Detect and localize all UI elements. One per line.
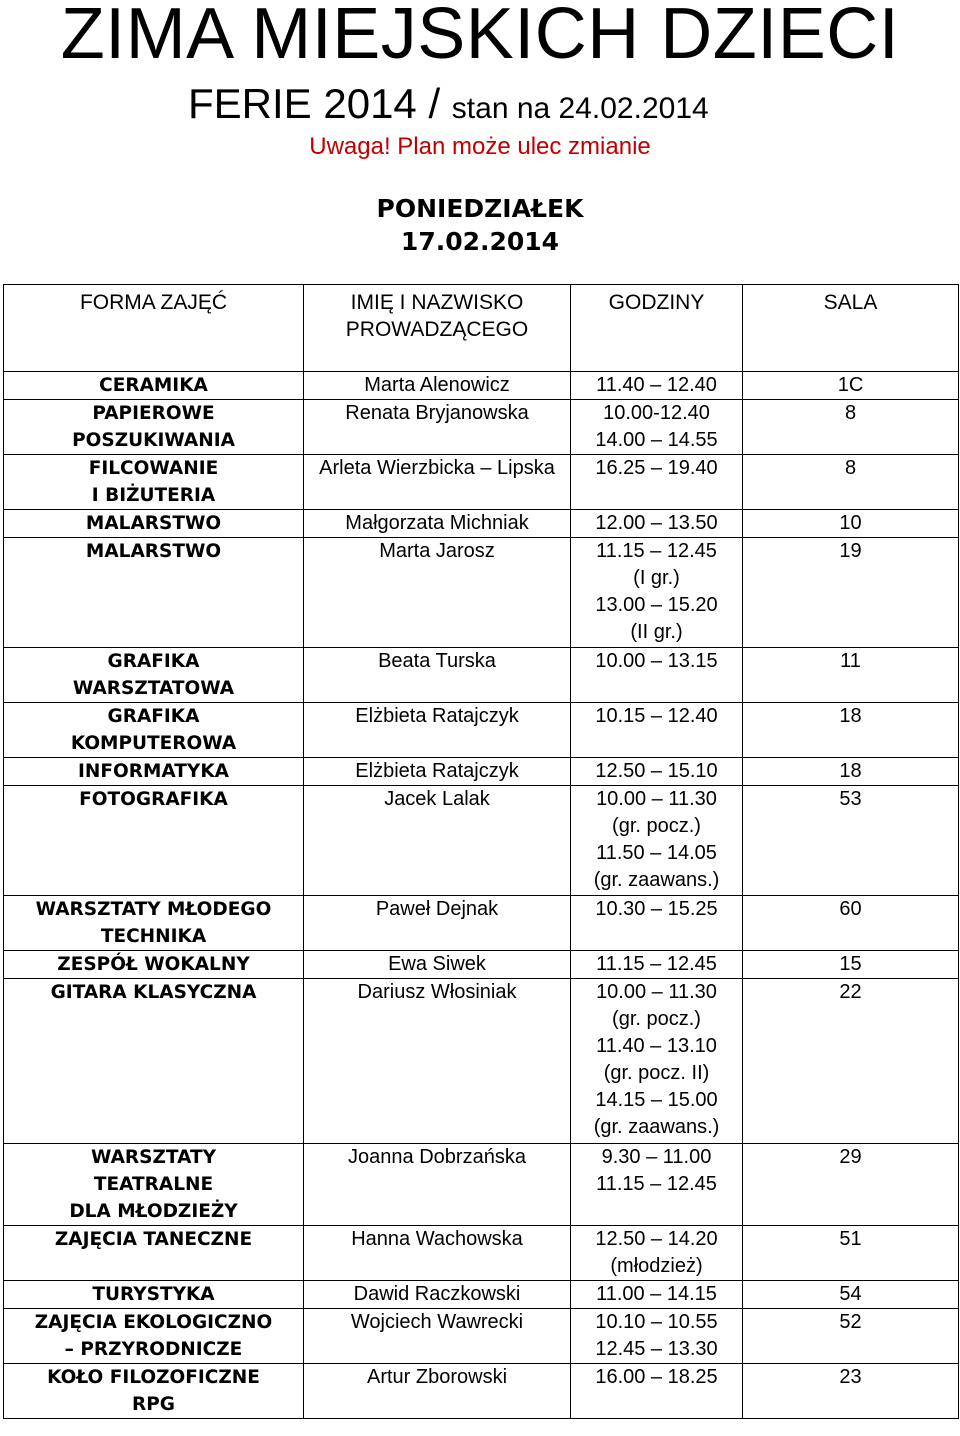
cell-teacher: Elżbieta Ratajczyk	[304, 703, 571, 758]
cell-teacher: Marta Alenowicz	[304, 372, 571, 400]
day-heading	[340, 192, 620, 258]
cell-teacher: Dariusz Włosiniak	[304, 979, 571, 1144]
table-row	[4, 455, 959, 510]
cell-form: INFORMATYKA	[4, 758, 304, 786]
table-row	[4, 538, 959, 648]
cell-hours: 16.25 – 19.40	[571, 455, 743, 510]
cell-room: 15	[743, 951, 959, 979]
cell-form: CERAMIKA	[4, 372, 304, 400]
cell-room: 53	[743, 786, 959, 896]
cell-room: 29	[743, 1144, 959, 1226]
cell-teacher: Małgorzata Michniak	[304, 510, 571, 538]
table-row	[4, 648, 959, 703]
change-warning: Uwaga! Plan może ulec zmianie	[309, 133, 651, 160]
cell-hours: 11.00 – 14.15	[571, 1281, 743, 1309]
cell-room: 8	[743, 455, 959, 510]
cell-teacher: Elżbieta Ratajczyk	[304, 758, 571, 786]
cell-hours: 10.00 – 11.30 (gr. pocz.) 11.40 – 13.10 (gr. pocz. II) 14.15 – 15.00 (gr. zaawans.)	[571, 979, 743, 1144]
cell-room: 1C	[743, 372, 959, 400]
cell-form: ZESPÓŁ WOKALNY	[4, 951, 304, 979]
table-row	[4, 786, 959, 896]
cell-form: MALARSTWO	[4, 510, 304, 538]
cell-teacher: Beata Turska	[304, 648, 571, 703]
cell-hours: 11.15 – 12.45	[571, 951, 743, 979]
table-row	[4, 510, 959, 538]
cell-hours: 10.30 – 15.25	[571, 896, 743, 951]
table-row	[4, 979, 959, 1144]
table-row	[4, 1144, 959, 1226]
cell-room: 19	[743, 538, 959, 648]
table-row	[4, 758, 959, 786]
table-row	[4, 400, 959, 455]
subtitle	[188, 78, 709, 135]
table-row	[4, 1226, 959, 1281]
cell-teacher: Paweł Dejnak	[304, 896, 571, 951]
cell-room: 52	[743, 1309, 959, 1364]
cell-hours: 10.00 – 11.30 (gr. pocz.) 11.50 – 14.05 (gr. zaawans.)	[571, 786, 743, 896]
cell-teacher: Renata Bryjanowska	[304, 400, 571, 455]
cell-room: 60	[743, 896, 959, 951]
cell-hours: 9.30 – 11.00 11.15 – 12.45	[571, 1144, 743, 1226]
cell-hours: 10.10 – 10.55 12.45 – 13.30	[571, 1309, 743, 1364]
table-row	[4, 896, 959, 951]
cell-form: FILCOWANIE I BIŻUTERIA	[4, 455, 304, 510]
cell-room: 18	[743, 758, 959, 786]
cell-form: MALARSTWO	[4, 538, 304, 648]
cell-hours: 10.15 – 12.40	[571, 703, 743, 758]
table-row	[4, 372, 959, 400]
subtitle-status-date: stan na 24.02.2014	[451, 92, 709, 125]
cell-form: GRAFIKA WARSZTATOWA	[4, 648, 304, 703]
cell-form: WARSZTATY TEATRALNE DLA MŁODZIEŻY	[4, 1144, 304, 1226]
cell-hours: 12.50 – 15.10	[571, 758, 743, 786]
cell-room: 54	[743, 1281, 959, 1309]
cell-form: GITARA KLASYCZNA	[4, 979, 304, 1144]
cell-teacher: Marta Jarosz	[304, 538, 571, 648]
cell-hours: 12.00 – 13.50	[571, 510, 743, 538]
table-header-row	[4, 285, 959, 372]
cell-teacher: Dawid Raczkowski	[304, 1281, 571, 1309]
cell-teacher: Jacek Lalak	[304, 786, 571, 896]
table-row	[4, 1309, 959, 1364]
cell-room: 51	[743, 1226, 959, 1281]
table-row	[4, 951, 959, 979]
cell-hours: 10.00 – 13.15	[571, 648, 743, 703]
cell-form: GRAFIKA KOMPUTEROWA	[4, 703, 304, 758]
cell-room: 10	[743, 510, 959, 538]
cell-form: FOTOGRAFIKA	[4, 786, 304, 896]
column-header-hours: GODZINY	[571, 285, 743, 372]
cell-hours: 12.50 – 14.20 (młodzież)	[571, 1226, 743, 1281]
cell-teacher: Ewa Siwek	[304, 951, 571, 979]
cell-hours: 16.00 – 18.25	[571, 1364, 743, 1419]
cell-room: 23	[743, 1364, 959, 1419]
column-header-form: FORMA ZAJĘĆ	[4, 285, 304, 372]
cell-form: ZAJĘCIA EKOLOGICZNO – PRZYRODNICZE	[4, 1309, 304, 1364]
column-header-room: SALA	[743, 285, 959, 372]
cell-teacher: Arleta Wierzbicka – Lipska	[304, 455, 571, 510]
cell-form: TURYSTYKA	[4, 1281, 304, 1309]
page-title: ZIMA MIEJSKICH DZIECI	[60, 0, 900, 74]
day-date: 17.02.2014	[400, 227, 560, 256]
subtitle-main: FERIE 2014 /	[188, 80, 441, 127]
cell-room: 8	[743, 400, 959, 455]
cell-room: 11	[743, 648, 959, 703]
table-row	[4, 1364, 959, 1419]
cell-form: ZAJĘCIA TANECZNE	[4, 1226, 304, 1281]
column-header-name: IMIĘ I NAZWISKO PROWADZĄCEGO	[304, 285, 571, 372]
cell-room: 22	[743, 979, 959, 1144]
cell-form: PAPIEROWE POSZUKIWANIA	[4, 400, 304, 455]
cell-teacher: Hanna Wachowska	[304, 1226, 571, 1281]
cell-hours: 11.15 – 12.45 (I gr.) 13.00 – 15.20 (II gr.)	[571, 538, 743, 648]
schedule-table	[3, 284, 959, 1419]
cell-form: WARSZTATY MŁODEGO TECHNIKA	[4, 896, 304, 951]
cell-room: 18	[743, 703, 959, 758]
cell-hours: 10.00-12.40 14.00 – 14.55	[571, 400, 743, 455]
table-row	[4, 703, 959, 758]
cell-form: KOŁO FILOZOFICZNE RPG	[4, 1364, 304, 1419]
cell-teacher: Artur Zborowski	[304, 1364, 571, 1419]
cell-teacher: Wojciech Wawrecki	[304, 1309, 571, 1364]
cell-teacher: Joanna Dobrzańska	[304, 1144, 571, 1226]
table-row	[4, 1281, 959, 1309]
cell-hours: 11.40 – 12.40	[571, 372, 743, 400]
day-name: PONIEDZIAŁEK	[376, 194, 584, 223]
